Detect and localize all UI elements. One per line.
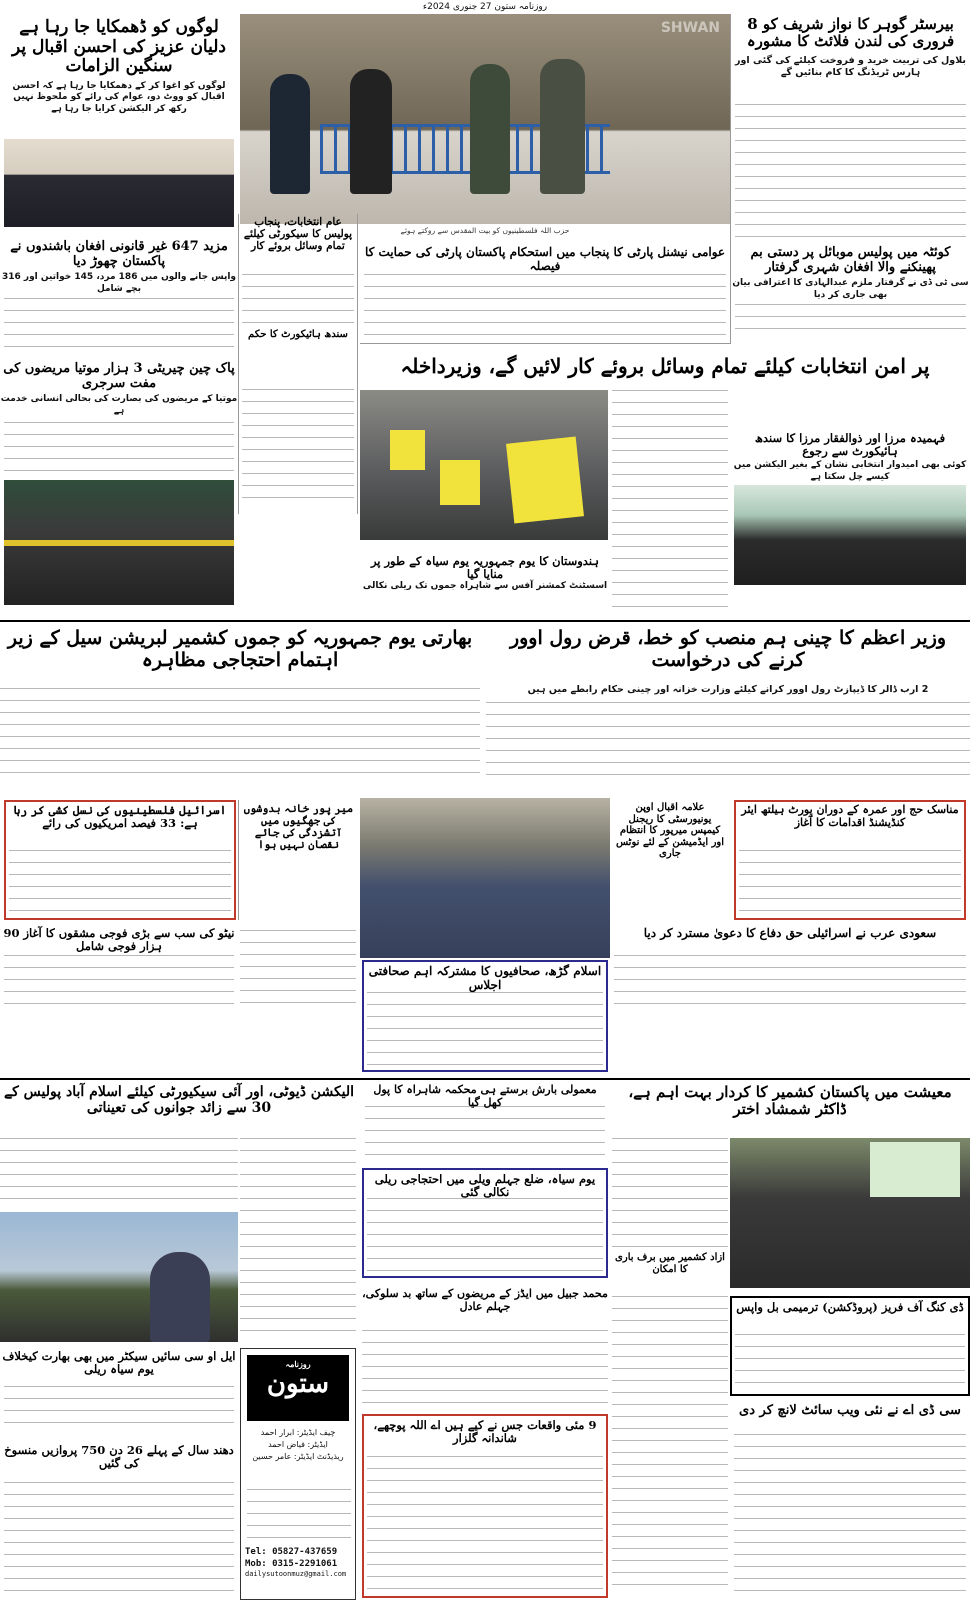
article-text <box>367 1456 603 1594</box>
watermark: SHWAN <box>660 20 720 36</box>
afghan-story <box>0 238 238 358</box>
email: dailysutoonmuz@gmail.com <box>245 1570 347 1579</box>
figure-shape <box>540 59 585 194</box>
poster-shape <box>870 1142 960 1197</box>
article-text <box>240 1138 356 1338</box>
punjab-police-story <box>238 214 358 514</box>
article-text <box>362 1330 608 1410</box>
article-text <box>4 955 234 1010</box>
headline: سی ڈی اے نے نئی ویب سائٹ لانچ کر دی <box>739 1403 961 1418</box>
quetta-story <box>730 244 970 344</box>
ajk-rain-story <box>612 1252 728 1292</box>
photo-caption: حزب اللہ فلسطینیوں کو بیت المقدس سے روکتے ہوئے <box>400 226 570 235</box>
figure-shape <box>470 64 510 194</box>
article-text <box>0 1138 238 1208</box>
article-text <box>367 1198 603 1274</box>
resident-editor: ریذیڈنٹ ایڈیٹر: عامر حسین <box>252 1452 344 1461</box>
contact-info <box>245 1547 353 1579</box>
headline: ایل او سی سائیں سیکٹر میں بھی بھارت کیخلاف یوم سیاہ ریلی <box>2 1349 236 1377</box>
article-text <box>240 930 356 1010</box>
subheadline: موتیا کے مریضوں کی بصارت کی بحالی انسانی خدمت ہے <box>0 393 238 416</box>
bill-story <box>730 1296 970 1396</box>
ribbon-cutting-photo <box>4 480 234 605</box>
headline: ڈی کنگ آف فریز (پروڈکشن) ترمیمی بل واپس <box>736 1300 964 1314</box>
article-text <box>612 1138 728 1248</box>
headline: عام انتخابات، پنجاب پولیس کا سیکورٹی کیلئے تمام وسائل بروئے کار <box>243 216 353 253</box>
israel-story <box>4 800 236 920</box>
banner-left-story <box>0 624 480 682</box>
flights-story <box>0 1442 238 1598</box>
jhelum-story <box>362 1168 608 1278</box>
placard-shape <box>390 430 425 470</box>
headline: نیٹو کی سب سے بڑی فوجی مشقوں کا آغاز 90 ہزار فوجی شامل <box>3 926 235 954</box>
ribbon-shape <box>4 540 234 546</box>
banner-headline: پر امن انتخابات کیلئے تمام وسائل بروئے کار لائیں گے، وزیرداخلہ <box>400 354 930 378</box>
subheadline: لوگوں کو اغوا کر کے دھمکایا جا رہا ہے کہ احسن اقبال کو ووٹ دو، عوام کی رائے کو ملحوظ نہیں رکھ کر الیکشن کرایا جا رہا ہے <box>12 80 226 115</box>
divider <box>0 1078 970 1080</box>
editor: ایڈیٹر: فیاض احمد <box>268 1440 328 1449</box>
saudi-story <box>610 925 970 1015</box>
rally-crowd-photo <box>360 798 610 958</box>
ppp-story <box>360 244 730 344</box>
banner2-right-story <box>610 1082 970 1132</box>
headline: دھند سال کے پہلے 26 دن 750 پروازیں منسوخ کی گئیں <box>4 1443 234 1471</box>
subheadline: سی ٹی ڈی نے گرفتار ملزم عبدالہادی کا اعترافی بیان بھی جاری کر دیا <box>732 277 969 300</box>
logo <box>247 1355 349 1421</box>
newspaper-logo-block <box>240 1348 356 1600</box>
banner-right-story <box>360 348 970 384</box>
headline: سعودی عرب نے اسرائیلی حق دفاع کا دعویٰ مسترد کر دیا <box>643 926 937 940</box>
speaker-shape <box>150 1252 210 1342</box>
headline: عوامی نیشنل پارٹی کا پنجاب میں استحکام پاکستان پارٹی کی حمایت کا فیصلہ <box>364 245 726 273</box>
article-text <box>242 274 354 334</box>
headline: مناسک حج اور عمرہ کے دوران پورٹ ہیلتھ ایئر کنڈیشنڈ اقدامات کا آغاز <box>741 803 959 829</box>
placard-shape <box>440 460 480 505</box>
nato-story <box>0 925 238 1015</box>
islamgarh-story <box>362 960 608 1072</box>
rally-story <box>0 1348 238 1438</box>
article-text <box>242 389 354 509</box>
banner2-left-story <box>0 1082 358 1132</box>
logo-name: ستون <box>266 1369 330 1399</box>
aiou-story <box>612 800 728 920</box>
headline: 9 مئی واقعات جس نے کیے ہیں اے اللہ پوچھے، شاندانہ گلزار <box>373 1418 597 1446</box>
placard-shape <box>506 437 584 524</box>
banner-headline: الیکشن ڈیوٹی، اور آئی سیکیورٹی کیلئے اسلام آباد پولیس کے 30 سے زائد جوانوں کی تعیناتی <box>3 1084 355 1117</box>
article-text <box>612 390 728 610</box>
article-text <box>367 992 603 1068</box>
mirpur-story <box>238 800 358 920</box>
article-text <box>739 850 961 916</box>
headline: کوئٹہ میں پولیس موبائل پر دستی بم پھینکنے والا افغان شہری گرفتار <box>750 245 951 275</box>
group-photo <box>4 139 234 227</box>
article-text <box>4 422 234 477</box>
address-text <box>247 1489 351 1539</box>
figure-shape <box>350 69 392 194</box>
article-text <box>364 274 726 340</box>
banner-mid-story <box>486 624 970 682</box>
headline: علامہ اقبال اوپن یونیورسٹی کا ریجنل کیمپس میرپور کا انتظام اور ایڈمیشن کے لئے نوٹس جاری <box>615 802 725 859</box>
sub-headline: سندھ ہائیکورٹ کا حکم <box>248 329 348 341</box>
headline: مزید 647 غیر قانونی افغان باشندوں نے پاکستان چھوڑ دیا <box>10 239 228 269</box>
rain-story <box>362 1082 608 1162</box>
subheadline: کوئی بھی امیدوار انتخابی نشان کے بغیر الیکشن میں کیسے چل سکتا ہے <box>733 460 967 483</box>
girl-story <box>362 1414 608 1598</box>
masthead-date: روزنامہ ستون 27 جنوری 2024ء <box>422 2 548 12</box>
fahmida-story <box>730 430 970 590</box>
article-text <box>4 1386 234 1434</box>
headline: فہمیدہ مرزا اور ذوالفقار مرزا کا سندھ ہائیکورٹ سے رجوع <box>754 431 946 459</box>
headline: اسلام گڑھ، صحافیوں کا مشترکہ اہم صحافتی اجلاس <box>368 964 602 992</box>
phone: Tel: 05827-437659 <box>245 1547 338 1557</box>
headline: پاک چین چیریٹی 3 ہزار موتیا مریضوں کی مفت سرجری <box>3 361 235 391</box>
banner-headline: بھارتی یوم جمہوریہ کو جموں کشمیر لبریشن سیل کے زیر اہتمام احتجاجی مظاہرہ <box>7 627 473 671</box>
article-text <box>735 1334 965 1392</box>
headline: بیرسٹر گوہر کا نواز شریف کو 8 فروری کی لندن فلائٹ کا مشورہ <box>746 15 955 51</box>
headline: ہندوستان کا یوم جمہوریہ یوم سیاہ کے طور پر منایا گیا <box>370 555 600 582</box>
article-text <box>735 304 966 340</box>
article-text <box>735 104 966 239</box>
article-text <box>4 1482 234 1592</box>
banner-headline: وزیر اعظم کا چینی ہم منصب کو خط، قرض رول اوور کرنے کی درخواست <box>509 627 947 671</box>
news-photo <box>240 14 730 224</box>
china-story <box>0 360 238 618</box>
subheadline: اسسٹنٹ کمشنر آفس سے شاہراہ جموں تک ریلی نکالی <box>362 581 608 592</box>
speaker-photo <box>0 1212 238 1342</box>
chief-editor: چیف ایڈیٹر: ابرار احمد <box>260 1428 336 1437</box>
hindustan-story <box>360 555 610 615</box>
article-text <box>486 702 970 778</box>
banner-subheadline: 2 ارب ڈالر کا ڈیپازٹ رول اوور کرانے کیلئے وزارت خزانہ اور چینی حکام رابطے میں ہیں <box>527 684 929 695</box>
headline: میر پور خانہ بدوشوں کی جھگیوں میں آتشزدگی کی جائے نقصان نہیں ہوا <box>243 803 354 852</box>
headline: معمولی بارش برستے ہی محکمہ شاہراہ کا پول کھل گیا <box>373 1083 597 1109</box>
article-text <box>734 1434 966 1594</box>
headline: آزاد کشمیر میں برف باری کا امکان <box>615 1252 725 1275</box>
umrah-story <box>734 800 966 920</box>
editor-block <box>245 1427 351 1463</box>
article-text <box>9 850 231 916</box>
top-left-story <box>0 14 238 234</box>
article-text <box>614 955 966 1010</box>
meeting-photo <box>734 485 966 585</box>
divider <box>0 620 970 622</box>
headline: یوم سیاہ، ضلع جہلم ویلی میں احتجاجی ریلی نکالی گئی <box>374 1172 596 1200</box>
headline: محمد جبیل میں ایڈز کے مریضوں کے ساتھ بد سلوکی، جہلم عادل <box>362 1288 608 1313</box>
protest-photo-block <box>360 390 610 552</box>
gathering-photo <box>730 1138 970 1288</box>
subheadline: بلاول کی تربیت خرید و فروخت کیلئے کی گئی اور ہارس ٹریڈنگ کا کام بنائیں گے <box>735 54 966 78</box>
headline: لوگوں کو ڈھمکایا جا رہا ہے دلیان عزیز کی احسن اقبال پر سنگین الزامات <box>12 17 226 77</box>
article-text <box>4 298 234 353</box>
subheadline: واپس جانے والوں میں 186 مرد، 145 خواتین اور 316 بچے شامل <box>1 271 237 294</box>
logo-sub: روزنامہ <box>285 1359 311 1369</box>
article-text <box>365 1106 605 1158</box>
top-right-story <box>730 14 970 244</box>
banner-headline: معیشت میں پاکستان کشمیر کا کردار بہت اہم ہے، ڈاکٹر شمشاد اختر <box>628 1083 952 1119</box>
headline: اسرائیل فلسطینیوں کی نسل کشی کر رہا ہے: 33 فیصد امریکیوں کی رائے <box>13 803 227 831</box>
mobile: Mob: 0315-2291061 <box>245 1558 338 1569</box>
website-story <box>730 1402 970 1598</box>
protest-photo <box>360 390 608 540</box>
article-text <box>0 688 480 778</box>
figure-shape <box>270 74 310 194</box>
aids-story <box>362 1288 608 1328</box>
top-photo-block <box>240 14 730 242</box>
article-text <box>612 1296 728 1596</box>
